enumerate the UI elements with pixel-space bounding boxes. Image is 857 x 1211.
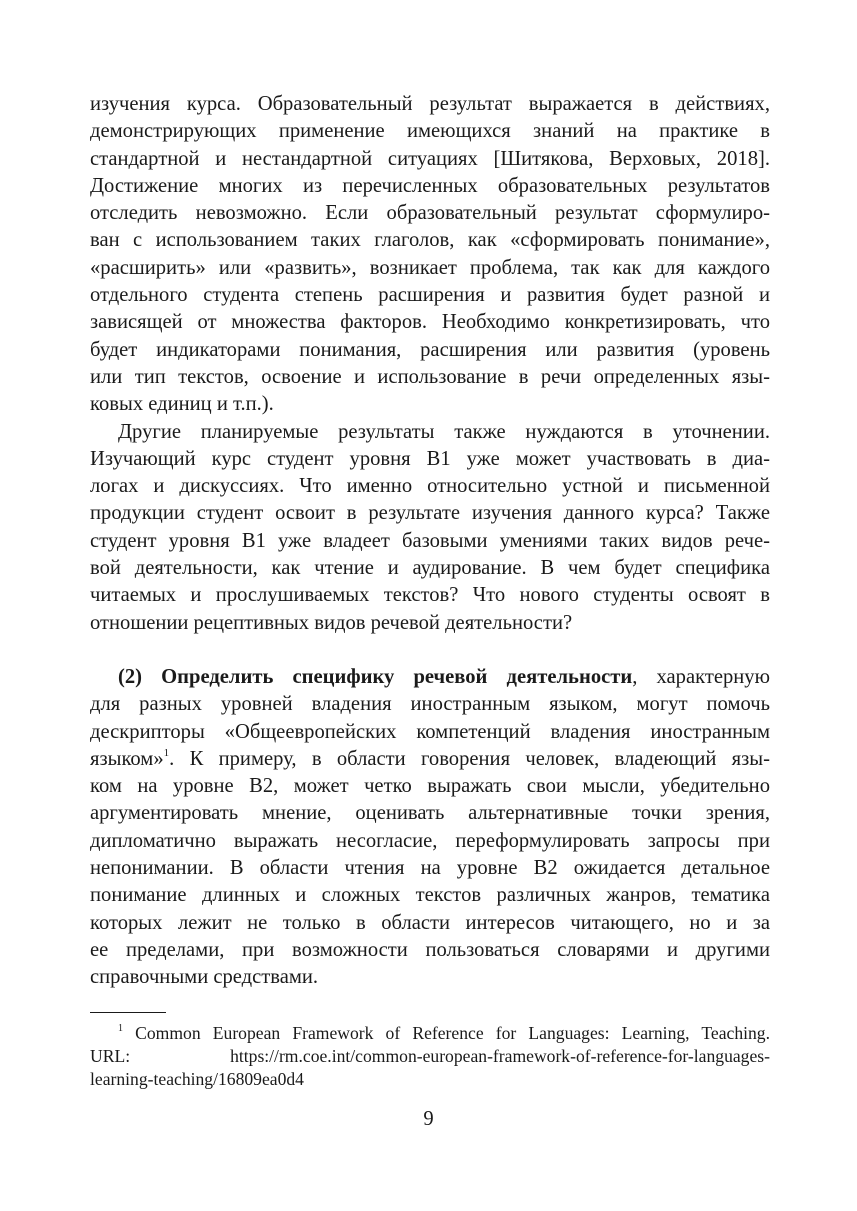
paragraph-2-line: Изучающий курс студент уровня В1 уже может участвовать в диа- bbox=[90, 447, 770, 470]
paragraph-1 bbox=[90, 91, 770, 419]
paragraph-1-line: демонстрирующих применение имеющихся знаний на практике в bbox=[90, 120, 770, 143]
paragraph-3-text: , характерную bbox=[632, 665, 770, 688]
paragraph-1-line: ван с использованием таких глаголов, как «сформировать понимание», bbox=[90, 229, 770, 252]
footnote-url-line[interactable]: learning-teaching/16809ea0d4 bbox=[90, 1068, 304, 1089]
page-body bbox=[90, 91, 770, 1091]
paragraph-1-line: стандартной и нестандартной ситуациях [Шитякова, Верховых, 2018]. bbox=[90, 147, 770, 170]
footnote-text: Common European Framework of Reference for Languages: Learning, Teaching. bbox=[135, 1022, 770, 1043]
paragraph-1-line: отдельного студента степень расширения и развития будет разной и bbox=[90, 284, 770, 307]
paragraph-1-line: ковых единиц и т.п.). bbox=[90, 393, 274, 416]
paragraph-2-line: продукции студент освоит в результате изучения данного курса? Также bbox=[90, 502, 770, 525]
paragraph-2-line: читаемых и прослушиваемых текстов? Что нового студенты освоят в bbox=[90, 584, 770, 607]
paragraph-2-line: вой деятельности, как чтение и аудирование. В чем будет специфика bbox=[90, 557, 770, 580]
footnote-reference[interactable]: 1 bbox=[163, 746, 170, 759]
paragraph-2-line: студент уровня В1 уже владеет базовыми умениями таких видов рече- bbox=[90, 529, 770, 552]
paragraph-3-text: языком» bbox=[90, 747, 164, 770]
footnote-line bbox=[90, 1022, 770, 1045]
paragraph-3-line: дескрипторы «Общеевропейских компетенций владения иностранным bbox=[90, 720, 770, 743]
page-number: 9 bbox=[423, 1108, 434, 1130]
paragraph-3-line: понимание длинных и сложных текстов различных жанров, тематика bbox=[90, 884, 770, 907]
paragraph-2-line: Другие планируемые результаты также нуждаются в уточнении. bbox=[118, 420, 770, 443]
paragraph-3-line bbox=[90, 664, 770, 691]
paragraph-3 bbox=[90, 664, 770, 992]
paragraph-1-line: зависящей от множества факторов. Необходимо конкретизировать, что bbox=[90, 311, 770, 334]
paragraph-3-line: непонимании. В области чтения на уровне В2 ожидается детальное bbox=[90, 857, 770, 880]
section-heading-inline: (2) Определить специфику речевой деятельности bbox=[118, 665, 633, 688]
paragraph-3-line: ком на уровне В2, может четко выражать свои мысли, убедительно bbox=[90, 775, 770, 798]
footnote bbox=[90, 1022, 770, 1092]
paragraph-2-line: логах и дискуссиях. Что именно относительно устной и письменной bbox=[90, 475, 770, 498]
paragraph-3-text: . К примеру, в области говорения человек, владеющий язы- bbox=[169, 747, 770, 770]
paragraph-2 bbox=[90, 419, 770, 637]
paragraph-3-line: дипломатично выражать несогласие, переформулировать запросы при bbox=[90, 829, 770, 852]
paragraph-1-line: будет индикаторами понимания, расширения или развития (уровень bbox=[90, 338, 770, 361]
paragraph-3-line bbox=[90, 746, 770, 773]
paragraph-gap bbox=[90, 637, 770, 664]
paragraph-1-line: изучения курса. Образовательный результат выражается в действиях, bbox=[90, 93, 770, 115]
footnote-url-line[interactable]: URL: https://rm.coe.int/common-european-framework-of-reference-for-languages- bbox=[90, 1045, 770, 1066]
footnote-marker: 1 bbox=[118, 1022, 123, 1034]
paragraph-3-line: для разных уровней владения иностранным языком, могут помочь bbox=[90, 693, 770, 716]
paragraph-1-line: или тип текстов, освоение и использование в речи определенных язы- bbox=[90, 365, 770, 388]
paragraph-1-line: «расширить» или «развить», возникает проблема, так как для каждого bbox=[90, 256, 770, 279]
paragraph-3-line: аргументировать мнение, оценивать альтернативные точки зрения, bbox=[90, 802, 770, 825]
paragraph-2-line: отношении рецептивных видов речевой деятельности? bbox=[90, 611, 573, 634]
paragraph-1-line: Достижение многих из перечисленных образовательных результатов bbox=[90, 174, 770, 197]
paragraph-3-line: которых лежит не только в области интересов читающего, но и за bbox=[90, 911, 770, 934]
footnote-divider bbox=[90, 1012, 166, 1013]
paragraph-3-line: справочными средствами. bbox=[90, 966, 319, 989]
paragraph-1-line: отследить невозможно. Если образовательный результат сформулиро- bbox=[90, 202, 770, 225]
paragraph-3-line: ее пределами, при возможности пользоваться словарями и другими bbox=[90, 938, 770, 961]
